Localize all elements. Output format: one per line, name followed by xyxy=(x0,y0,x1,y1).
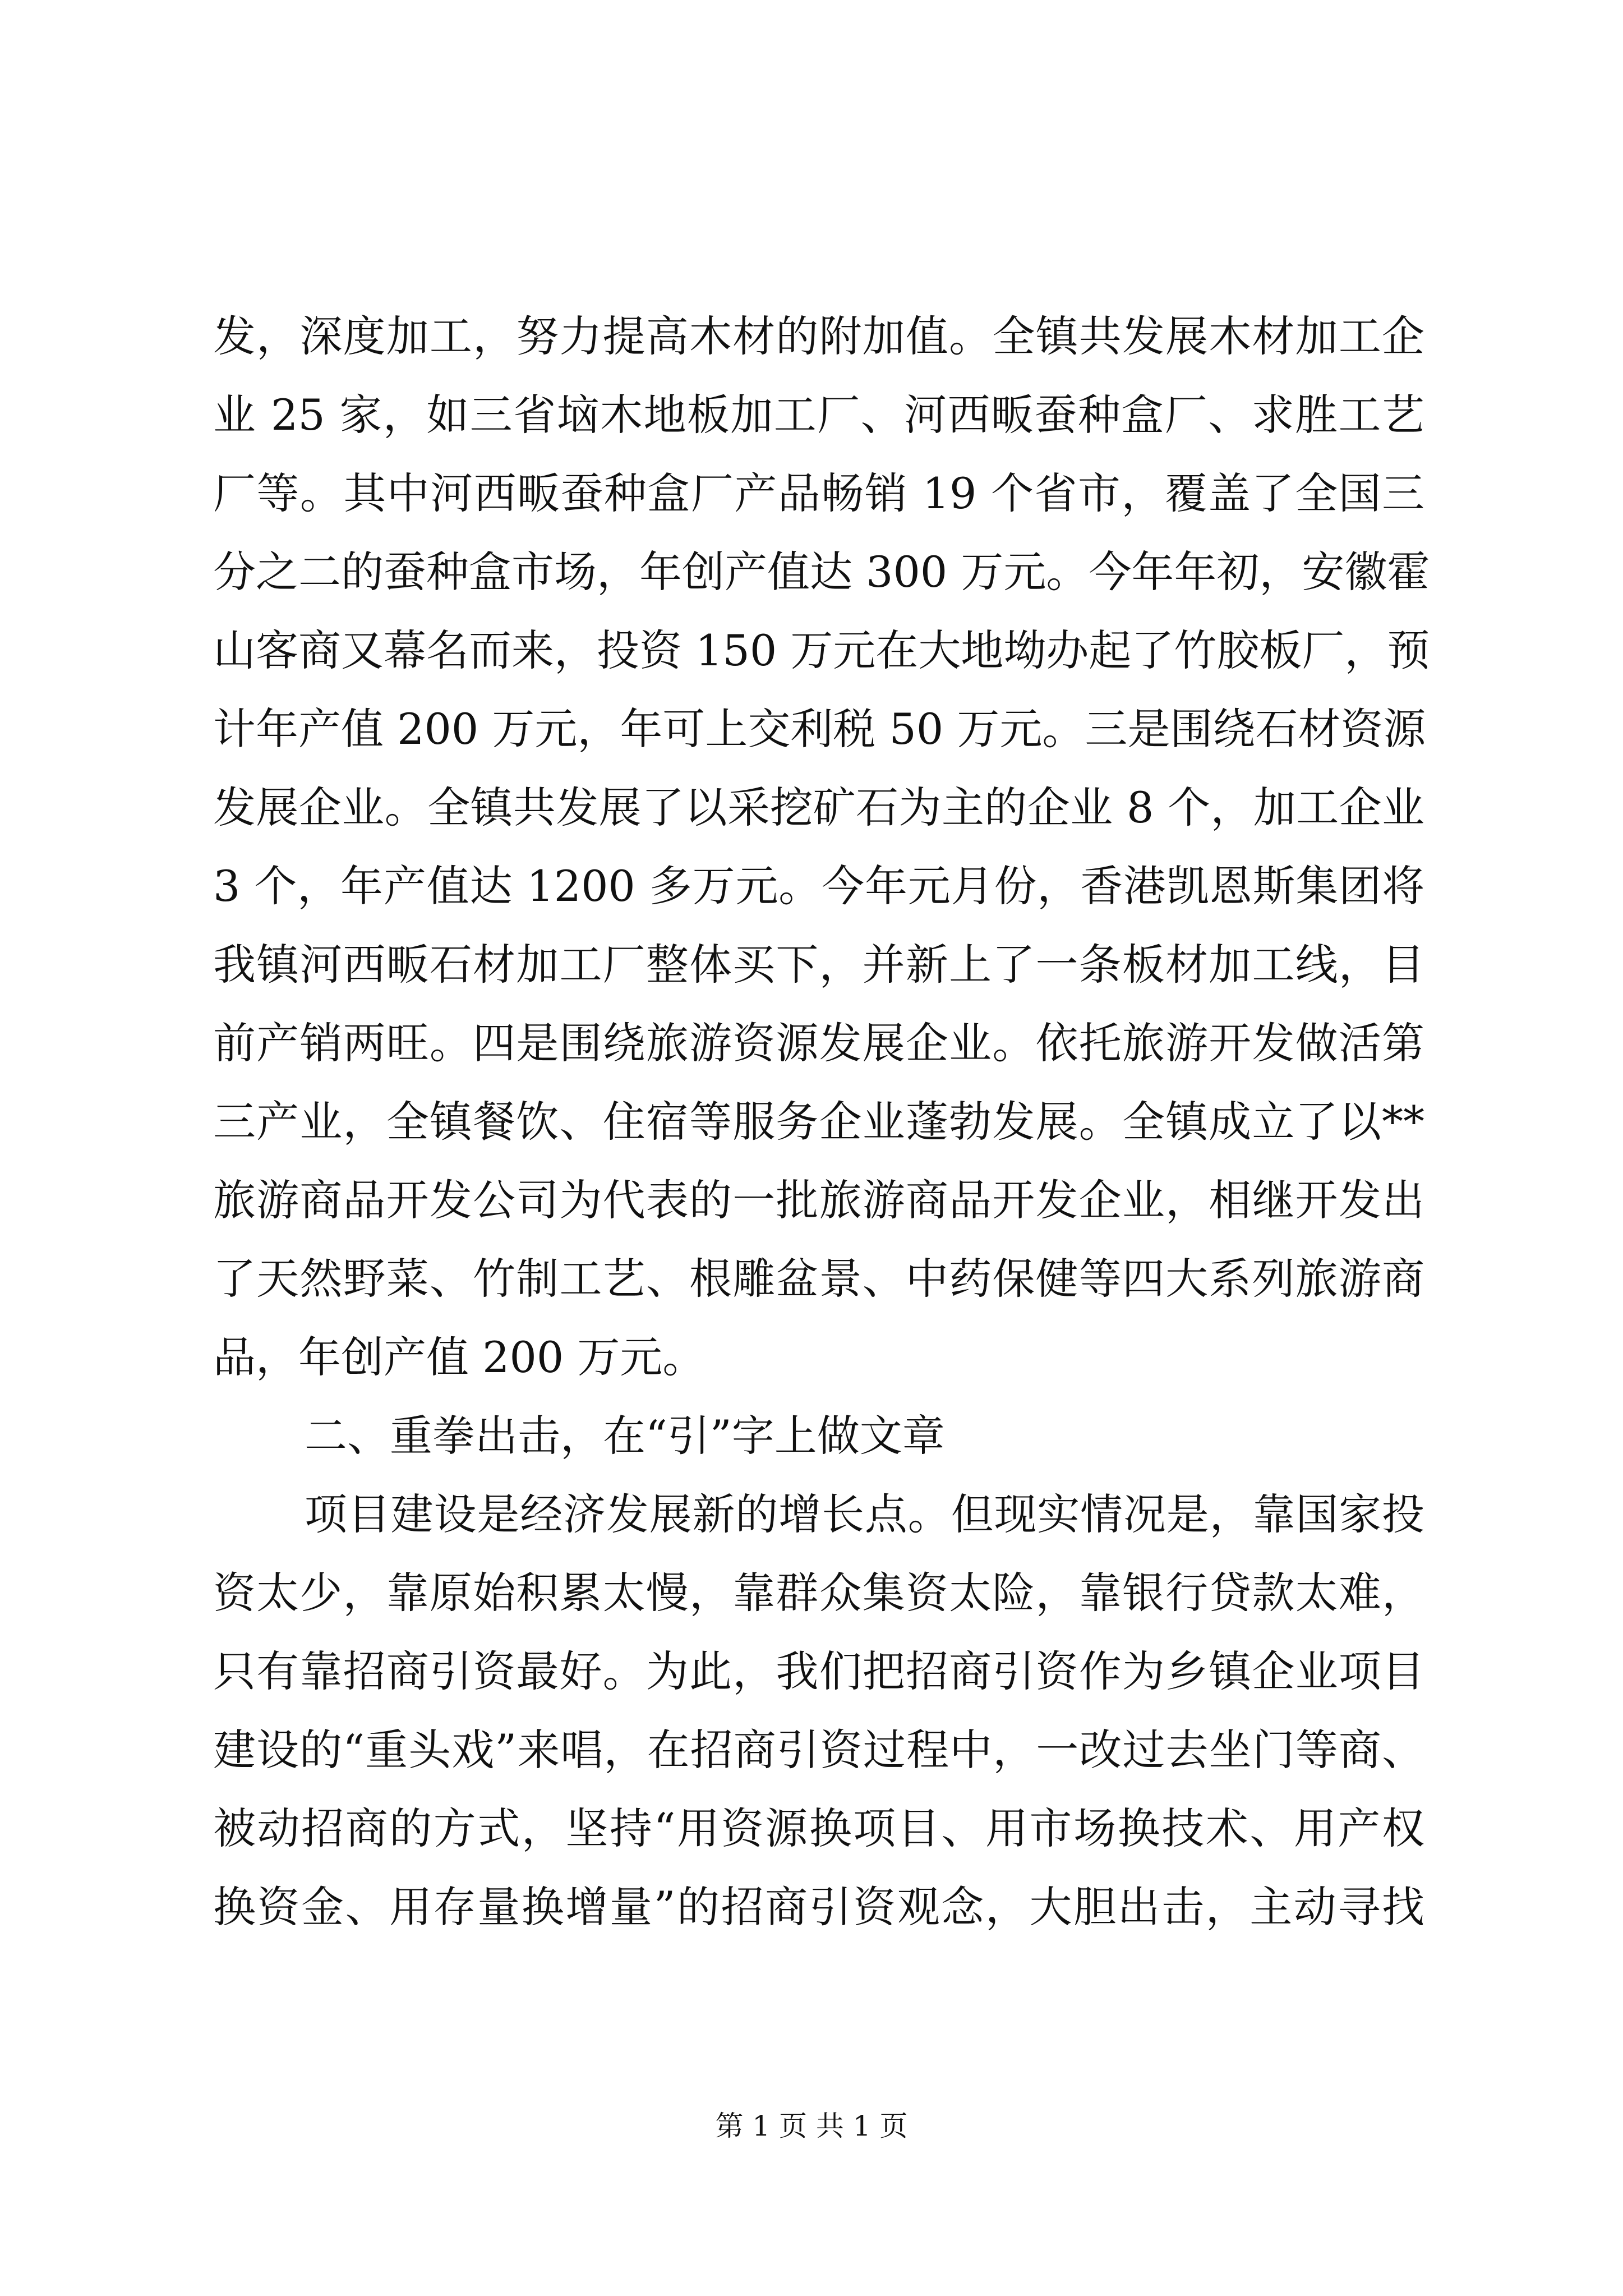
text-line: 只有靠招商引资最好。为此，我们把招商引资作为乡镇企业项目 xyxy=(213,1646,1424,1696)
text-line: 我镇河西畈石材加工厂整体买下，并新上了一条板材加工线，目 xyxy=(213,940,1424,990)
page-footer: 第 1 页 共 1 页 xyxy=(715,2110,908,2142)
text-line: 建设的“重头戏”来唱，在招商引资过程中，一改过去坐门等商、 xyxy=(213,1725,1424,1775)
text-line: 分之二的蚕种盒市场，年创产值达 300 万元。今年年初，安徽霍 xyxy=(213,547,1430,597)
text-line: 被动招商的方式，坚持“用资源换项目、用市场换技术、用产权 xyxy=(213,1803,1424,1853)
text-line: 3 个，年产值达 1200 多万元。今年元月份，香港凯恩斯集团将 xyxy=(213,861,1424,911)
text-line: 发展企业。全镇共发展了以采挖矿石为主的企业 8 个，加工企业 xyxy=(213,783,1424,832)
text-line: 旅游商品开发公司为代表的一批旅游商品开发企业，相继开发出 xyxy=(213,1175,1424,1225)
text-line: 发，深度加工，努力提高木材的附加值。全镇共发展木材加工企 xyxy=(213,311,1424,361)
text-line: 前产销两旺。四是围绕旅游资源发展企业。依托旅游开发做活第 xyxy=(213,1018,1424,1068)
text-line: 三产业，全镇餐饮、住宿等服务企业蓬勃发展。全镇成立了以** xyxy=(213,1097,1424,1147)
text-line: 山客商又幕名而来，投资 150 万元在大地坳办起了竹胶板厂，预 xyxy=(213,625,1430,675)
text-line: 资太少，靠原始积累太慢，靠群众集资太险，靠银行贷款太难， xyxy=(213,1568,1424,1618)
text-line: 厂等。其中河西畈蚕种盒厂产品畅销 19 个省市，覆盖了全国三 xyxy=(213,468,1424,518)
text-line: 项目建设是经济发展新的增长点。但现实情况是，靠国家投 xyxy=(305,1489,1424,1539)
section-heading: 二、重拳出击，在“引”字上做文章 xyxy=(305,1411,945,1461)
body-text xyxy=(213,297,1430,1947)
text-line: 换资金、用存量换增量”的招商引资观念，大胆出击，主动寻找 xyxy=(213,1882,1424,1932)
text-line: 业 25 家，如三省垴木地板加工厂、河西畈蚕种盒厂、求胜工艺 xyxy=(213,390,1424,440)
text-line: 计年产值 200 万元，年可上交利税 50 万元。三是围绕石材资源 xyxy=(213,704,1426,754)
text-line: 品，年创产值 200 万元。 xyxy=(213,1332,706,1382)
text-line: 了天然野菜、竹制工艺、根雕盆景、中药保健等四大系列旅游商 xyxy=(213,1254,1424,1304)
